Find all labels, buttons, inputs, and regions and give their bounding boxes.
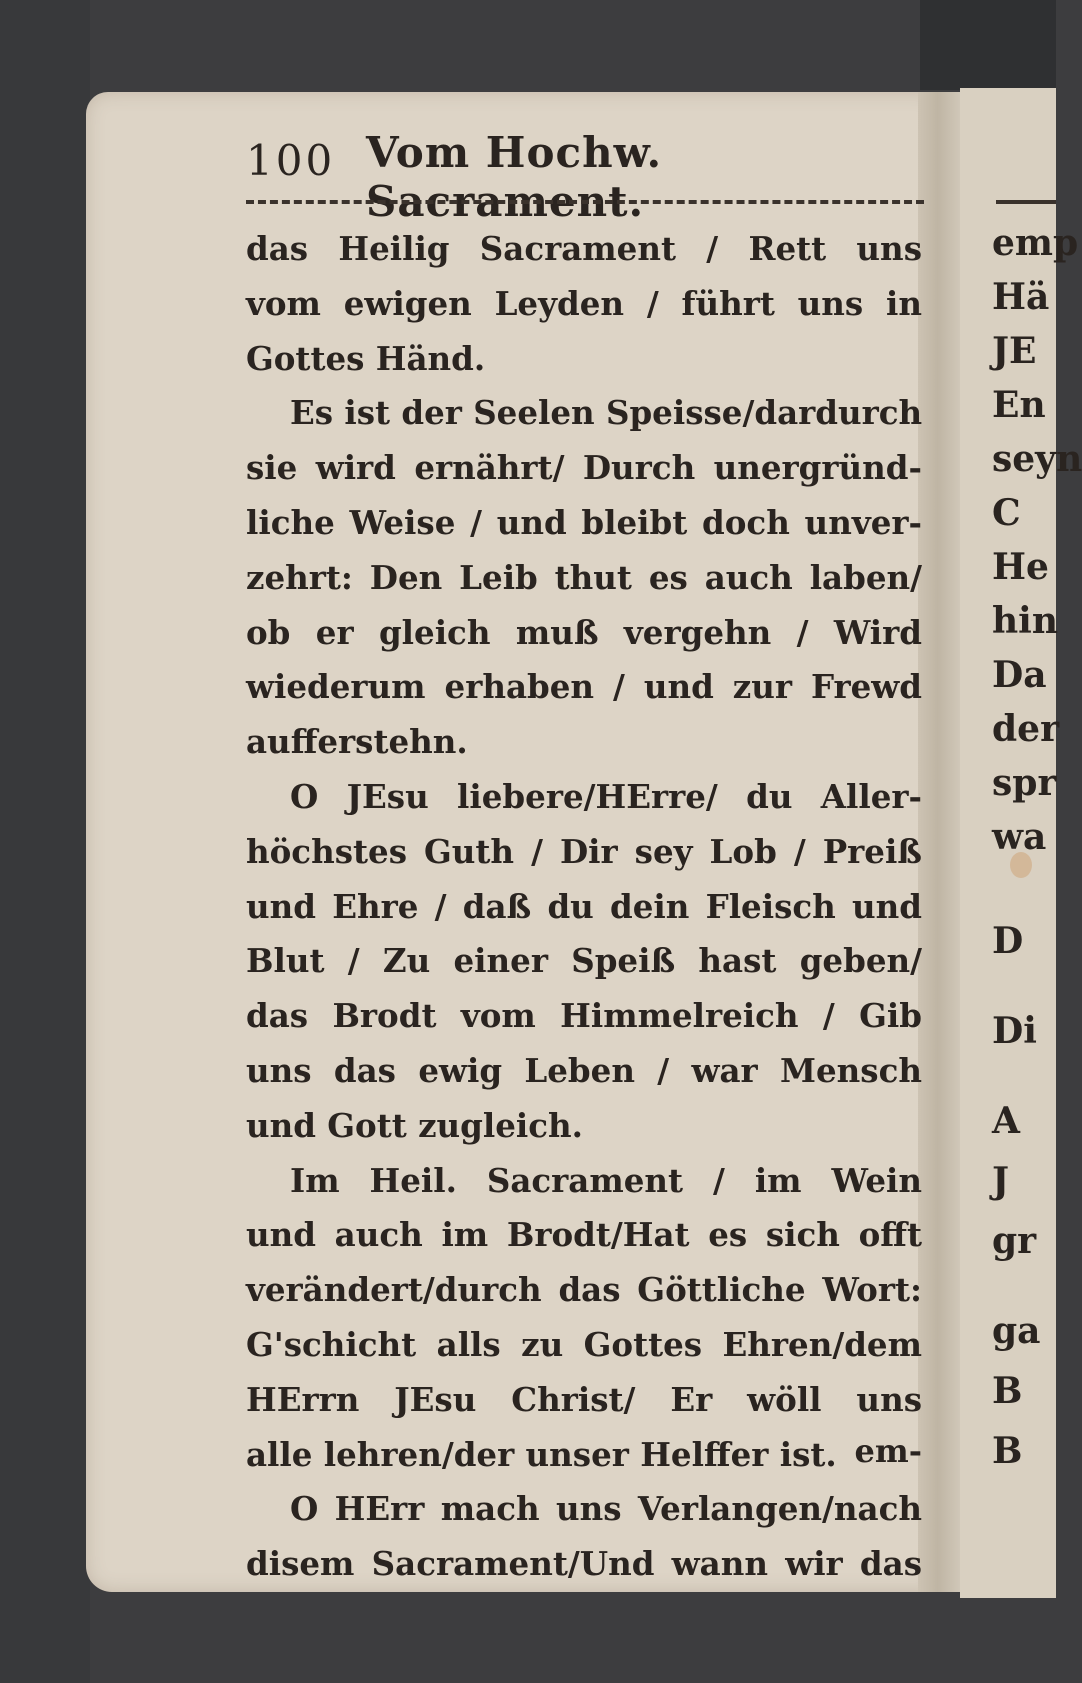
facing-page-fragment: der xyxy=(992,708,1060,750)
book-gutter xyxy=(918,92,962,1592)
text-line: ob er gleich muß vergehn / Wird xyxy=(246,612,922,652)
facing-page-fragment: D xyxy=(992,920,1024,962)
facing-page-fragment: J xyxy=(992,1160,1010,1202)
text-line: Im Heil. Sacrament / im Wein xyxy=(290,1160,922,1200)
facing-page-fragment: ga xyxy=(992,1310,1041,1352)
text-line: Gottes Händ. xyxy=(246,338,486,378)
facing-page-fragment: gr xyxy=(992,1220,1037,1262)
text-line: uns das ewig Leben / war Mensch xyxy=(246,1050,922,1090)
text-line: das Brodt vom Himmelreich / Gib xyxy=(246,996,922,1036)
facing-page-header-rule xyxy=(996,200,1056,204)
text-line: höchstes Guth / Dir sey Lob / Preiß xyxy=(246,831,922,871)
running-title: Vom Hochw. Sacrament. xyxy=(366,128,663,226)
facing-page-fragment: wa xyxy=(992,816,1047,858)
text-line: Es ist der Seelen Speisse/dardurch xyxy=(290,393,923,433)
text-line: verändert/durch das Göttliche Wort: xyxy=(246,1270,922,1310)
text-line: und auch im Brodt/Hat es sich offt xyxy=(246,1215,922,1255)
text-line: disem Sacrament/Und wann wir das xyxy=(246,1544,922,1584)
scan-background-top xyxy=(920,0,1056,90)
facing-page-fragment: En xyxy=(992,384,1046,426)
facing-page-fragment: JE xyxy=(992,330,1037,372)
text-line: aufferstehn. xyxy=(246,722,468,762)
facing-page-fragment: Da xyxy=(992,654,1047,696)
facing-page-fragment: seyn xyxy=(992,438,1082,480)
facing-page-fragment: hin xyxy=(992,600,1059,642)
text-line: und Ehre / daß du dein Fleisch und xyxy=(246,886,922,926)
text-line: O HErr mach uns Verlangen/nach xyxy=(290,1489,922,1529)
facing-page-fragment: spr xyxy=(992,762,1057,804)
catchword: em- xyxy=(854,1432,922,1470)
facing-page-fragment: B xyxy=(992,1370,1023,1412)
header-rule xyxy=(246,200,924,204)
text-line: Blut / Zu einer Speiß hast geben/ xyxy=(246,941,922,981)
page-header xyxy=(246,128,922,226)
text-line: sie wird ernährt/ Durch unergründ- xyxy=(246,448,922,488)
text-line: vom ewigen Leyden / führt uns in xyxy=(246,283,922,323)
text-line: alle lehren/der unser Helffer ist. xyxy=(246,1434,837,1474)
text-line: und Gott zugleich. xyxy=(246,1105,583,1145)
text-line: zehrt: Den Leib thut es auch laben/ xyxy=(246,557,922,597)
body-text xyxy=(246,222,922,1592)
text-line: HErrn JEsu Christ/ Er wöll uns xyxy=(246,1379,922,1419)
facing-page-fragment: A xyxy=(992,1100,1020,1142)
text-line: wiederum erhaben / und zur Frewd xyxy=(246,667,922,707)
facing-page-fragment: Di xyxy=(992,1010,1037,1052)
facing-page-fragment: Hä xyxy=(992,276,1050,318)
facing-page-fragment: C xyxy=(992,492,1021,534)
text-line: O JEsu liebere/HErre/ du Aller- xyxy=(290,776,922,816)
scan-background-left xyxy=(0,0,90,1683)
page-number: 100 xyxy=(246,136,336,185)
facing-page-fragment: B xyxy=(992,1430,1023,1472)
text-line: G'schicht alls zu Gottes Ehren/dem xyxy=(246,1324,922,1364)
text-line: liche Weise / und bleibt doch unver- xyxy=(246,502,922,542)
text-line: das Heilig Sacrament / Rett uns xyxy=(246,229,922,268)
facing-page-fragment: He xyxy=(992,546,1049,588)
facing-page-fragment: emp xyxy=(992,222,1079,264)
